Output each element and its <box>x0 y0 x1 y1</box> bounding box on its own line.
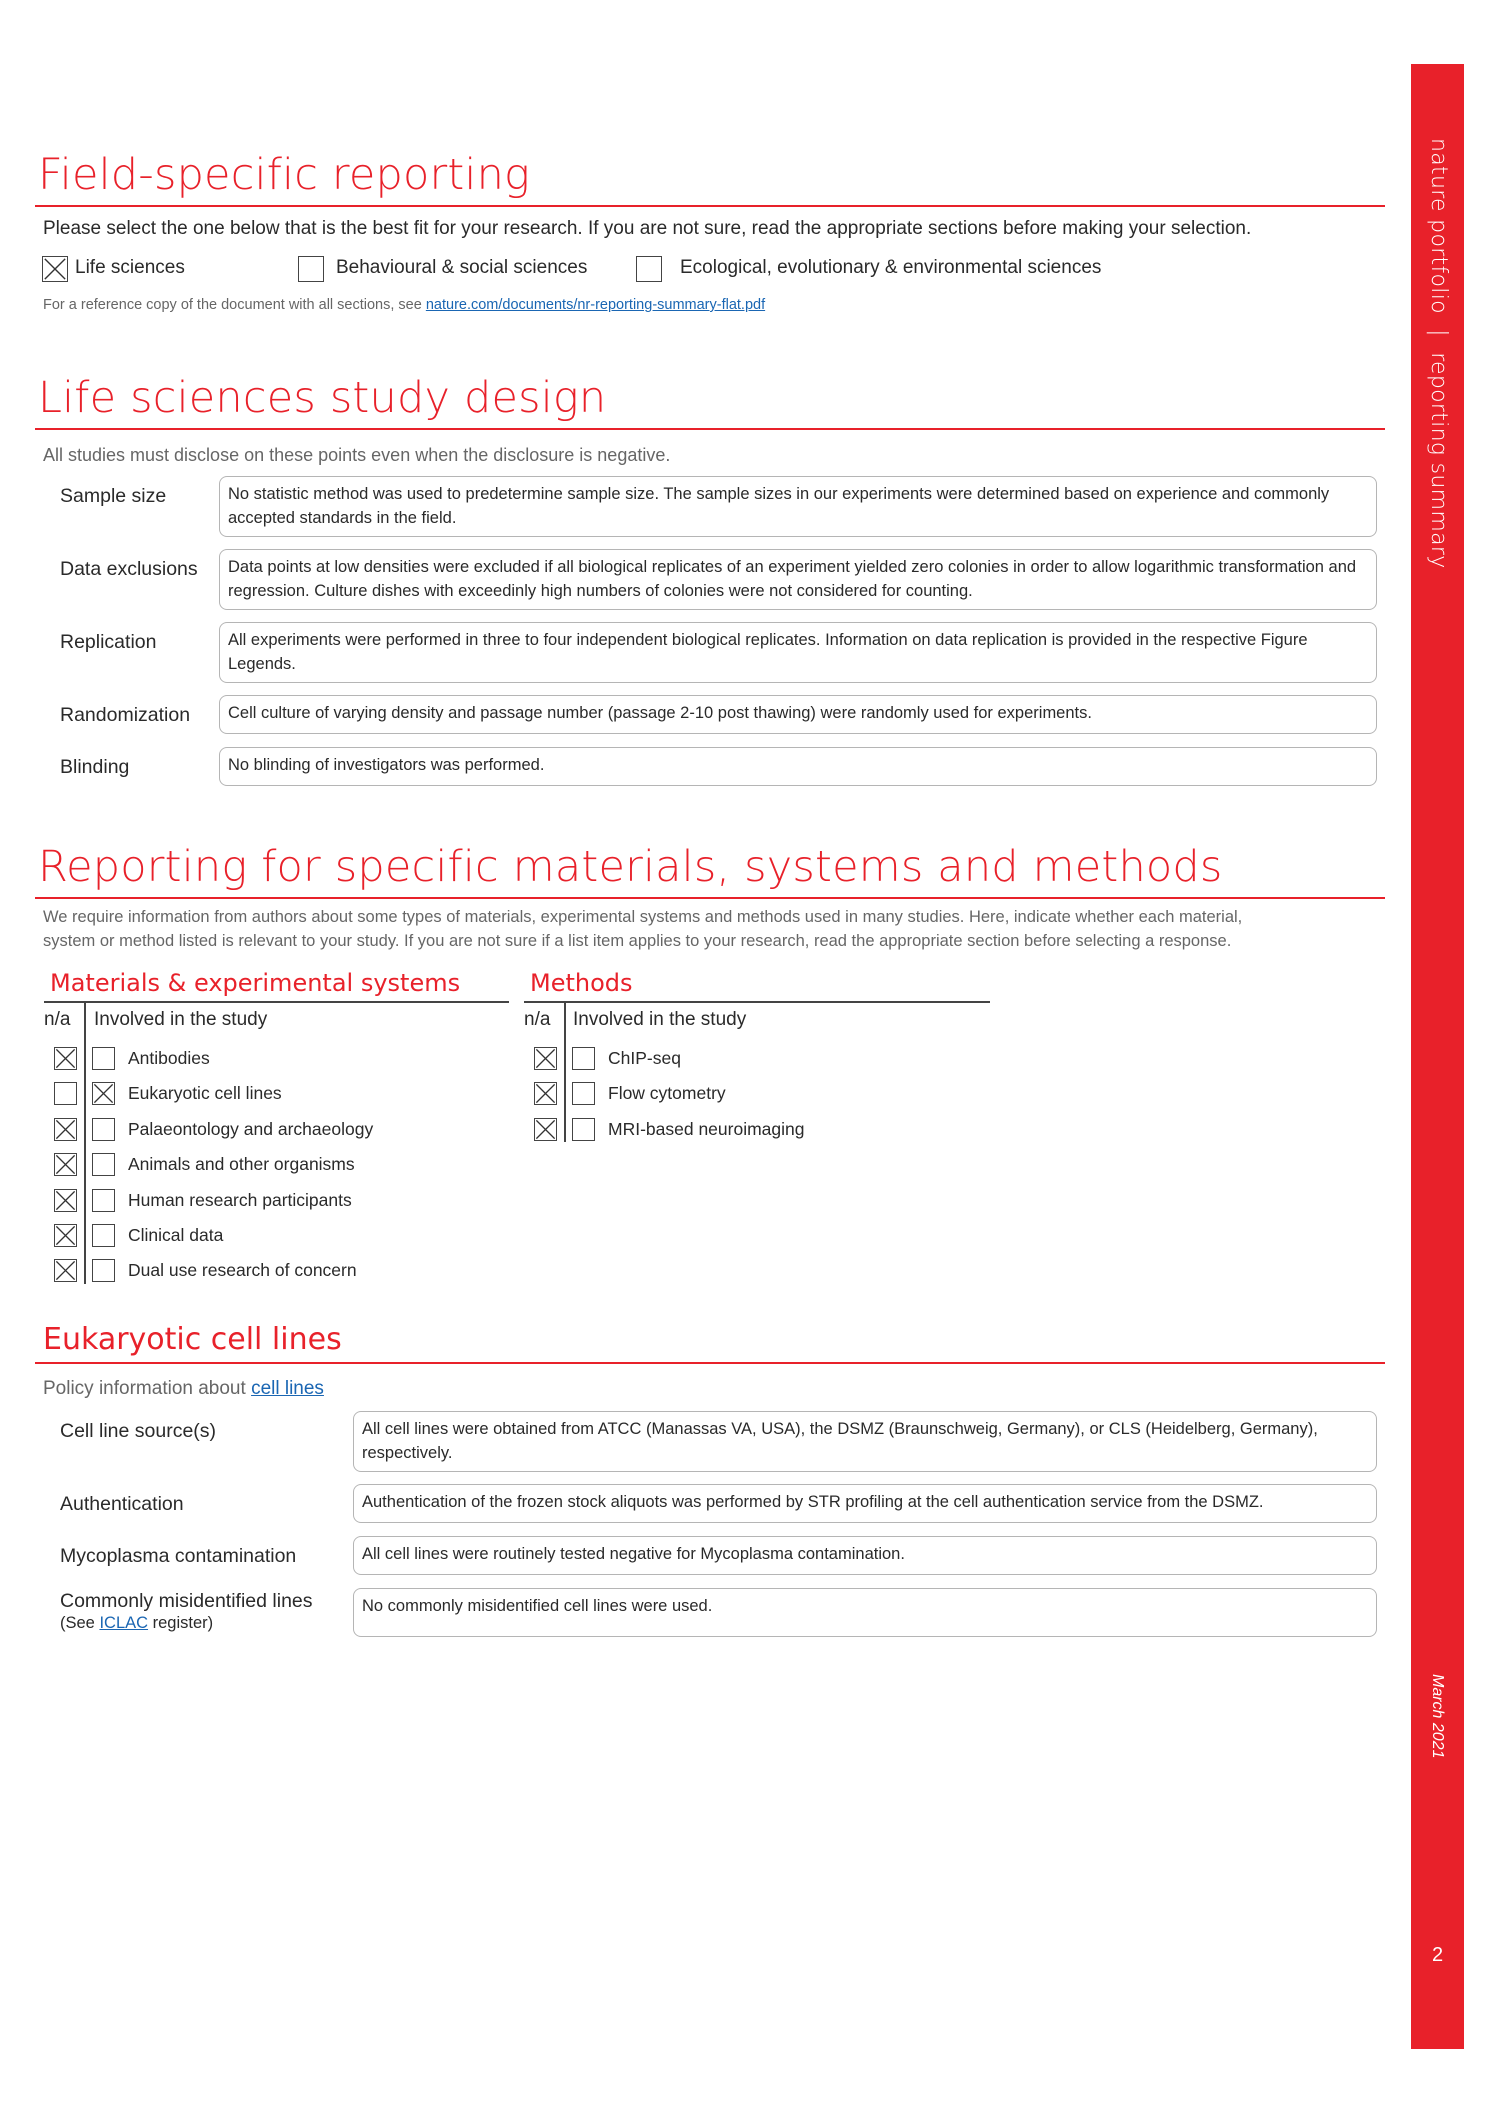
materials-clinical-data-na-checkbox[interactable] <box>54 1224 77 1247</box>
randomization-field[interactable]: Cell culture of varying density and passage number (passage 2-10 post thawing) were randomly used for experiments. <box>219 695 1377 734</box>
iclac-prefix: (See <box>60 1614 100 1632</box>
materials-intro-line2: system or method listed is relevant to your study. If you are not sure if a list item applies to your research, read the appropriate section before selecting a response. <box>43 932 1232 950</box>
materials-human-research-participants-label: Human research participants <box>128 1189 352 1210</box>
methods-heading: Methods <box>530 969 633 997</box>
materials-dual-use-research-of-concern-involved-checkbox[interactable] <box>92 1259 115 1282</box>
option-behavioural-label: Behavioural & social sciences <box>336 257 588 278</box>
materials-eukaryotic-cell-lines-involved-checkbox[interactable] <box>92 1082 115 1105</box>
sample-size-field[interactable]: No statistic method was used to predetermine sample size. The sample sizes in our experiments were determined based on experience and commonly accepted standards in the field. <box>219 476 1377 537</box>
blinding-field[interactable]: No blinding of investigators was performed. <box>219 747 1377 786</box>
misidentified-field[interactable]: No commonly misidentified cell lines were used. <box>353 1588 1377 1637</box>
methods-col-divider <box>564 1002 566 1142</box>
sample-size-label: Sample size <box>60 485 167 507</box>
materials-col-na: n/a <box>44 1009 71 1030</box>
replication-label: Replication <box>60 631 157 653</box>
sidebar-band <box>1411 64 1464 2049</box>
sidebar-brand: nature portfolio <box>1426 138 1451 314</box>
materials-col-divider <box>84 1002 86 1284</box>
option-ecological-label: Ecological, evolutionary & environmental sciences <box>680 257 1102 278</box>
methods-chip-seq-involved-checkbox[interactable] <box>572 1047 595 1070</box>
cell-lines-rule <box>35 1362 1385 1364</box>
authentication-field[interactable]: Authentication of the frozen stock aliquots was performed by STR profiling at the cell authentication service from the DSMZ. <box>353 1484 1377 1523</box>
materials-animals-and-other-organisms-na-checkbox[interactable] <box>54 1153 77 1176</box>
field-specific-instruction: Please select the one below that is the best fit for your research. If you are not sure, read the appropriate sections before making your selection. <box>43 218 1252 239</box>
methods-flow-cytometry-na-checkbox[interactable] <box>534 1082 557 1105</box>
study-design-rule <box>35 428 1385 430</box>
study-design-title: Life sciences study design <box>38 373 607 423</box>
cell-line-source-label: Cell line source(s) <box>60 1420 217 1442</box>
field-specific-rule <box>35 205 1385 207</box>
methods-col-involved: Involved in the study <box>573 1009 747 1030</box>
mycoplasma-field[interactable]: All cell lines were routinely tested negative for Mycoplasma contamination. <box>353 1536 1377 1575</box>
methods-flow-cytometry-label: Flow cytometry <box>608 1083 726 1104</box>
materials-antibodies-na-checkbox[interactable] <box>54 1047 77 1070</box>
materials-human-research-participants-na-checkbox[interactable] <box>54 1189 77 1212</box>
materials-antibodies-involved-checkbox[interactable] <box>92 1047 115 1070</box>
option-life-sciences-checkbox[interactable] <box>42 256 68 282</box>
cell-line-source-field[interactable]: All cell lines were obtained from ATCC (Manassas VA, USA), the DSMZ (Braunschweig, Germany), or CLS (Heidelberg, Germany), respectively. <box>353 1411 1377 1472</box>
option-life-sciences-label: Life sciences <box>75 257 185 278</box>
sidebar-doc-name: reporting summary <box>1426 352 1451 569</box>
replication-field[interactable]: All experiments were performed in three to four independent biological replicates. Information on data replication is provided in the respective Figure Legends. <box>219 622 1377 683</box>
materials-heading: Materials & experimental systems <box>50 969 461 997</box>
materials-eukaryotic-cell-lines-label: Eukaryotic cell lines <box>128 1083 282 1104</box>
materials-palaeontology-and-archaeology-na-checkbox[interactable] <box>54 1118 77 1141</box>
methods-chip-seq-na-checkbox[interactable] <box>534 1047 557 1070</box>
methods-mri-based-neuroimaging-na-checkbox[interactable] <box>534 1118 557 1141</box>
materials-eukaryotic-cell-lines-na-checkbox[interactable] <box>54 1082 77 1105</box>
data-exclusions-label: Data exclusions <box>60 558 198 580</box>
methods-mri-based-neuroimaging-involved-checkbox[interactable] <box>572 1118 595 1141</box>
field-specific-title: Field-specific reporting <box>38 150 531 200</box>
reference-link[interactable]: nature.com/documents/nr-reporting-summary-flat.pdf <box>425 297 766 313</box>
sidebar-date: March 2021 <box>1429 1674 1446 1759</box>
materials-clinical-data-label: Clinical data <box>128 1225 224 1245</box>
methods-chip-seq-label: ChIP-seq <box>608 1048 681 1068</box>
materials-animals-and-other-organisms-involved-checkbox[interactable] <box>92 1153 115 1176</box>
materials-dual-use-research-of-concern-label: Dual use research of concern <box>128 1260 357 1281</box>
materials-intro <box>43 905 1242 953</box>
materials-intro-line1: We require information from authors about some types of materials, experimental systems and methods used in many studies. Here, indicate whether each material, <box>43 908 1243 926</box>
materials-rule <box>35 897 1385 899</box>
iclac-suffix: register) <box>148 1614 214 1632</box>
materials-col-involved: Involved in the study <box>94 1009 268 1030</box>
materials-heading-rule <box>44 1001 509 1003</box>
reference-prefix: For a reference copy of the document with all sections, see <box>43 297 426 313</box>
page-number: 2 <box>1431 1944 1444 1966</box>
randomization-label: Randomization <box>60 704 191 726</box>
reference-note <box>43 297 765 313</box>
materials-animals-and-other-organisms-label: Animals and other organisms <box>128 1154 355 1175</box>
misidentified-label: Commonly misidentified lines <box>60 1590 313 1612</box>
materials-clinical-data-involved-checkbox[interactable] <box>92 1224 115 1247</box>
study-design-subtitle: All studies must disclose on these points even when the disclosure is negative. <box>43 445 671 465</box>
materials-title: Reporting for specific materials, systems and methods <box>38 842 1223 892</box>
methods-heading-rule <box>524 1001 990 1003</box>
materials-palaeontology-and-archaeology-involved-checkbox[interactable] <box>92 1118 115 1141</box>
sidebar-separator: | <box>1426 329 1451 337</box>
iclac-note <box>60 1614 213 1633</box>
option-behavioural-checkbox[interactable] <box>298 256 324 282</box>
blinding-label: Blinding <box>60 756 130 778</box>
mycoplasma-label: Mycoplasma contamination <box>60 1545 297 1567</box>
authentication-label: Authentication <box>60 1493 184 1515</box>
sidebar-title <box>1426 138 1451 569</box>
methods-flow-cytometry-involved-checkbox[interactable] <box>572 1082 595 1105</box>
cell-lines-policy-link[interactable]: cell lines <box>251 1378 324 1399</box>
iclac-link[interactable]: ICLAC <box>99 1614 149 1632</box>
materials-antibodies-label: Antibodies <box>128 1048 210 1068</box>
materials-palaeontology-and-archaeology-label: Palaeontology and archaeology <box>128 1118 374 1139</box>
methods-col-na: n/a <box>524 1009 551 1030</box>
cell-lines-title: Eukaryotic cell lines <box>43 1322 342 1357</box>
cell-lines-policy <box>43 1378 324 1400</box>
materials-human-research-participants-involved-checkbox[interactable] <box>92 1189 115 1212</box>
data-exclusions-field[interactable]: Data points at low densities were excluded if all biological replicates of an experiment yielded zero colonies in order to allow logarithmic transformation and regression. Culture dishes with exceedinly high numbers of colonies were not considered for counting. <box>219 549 1377 610</box>
cell-lines-policy-prefix: Policy information about <box>43 1378 252 1399</box>
methods-mri-based-neuroimaging-label: MRI-based neuroimaging <box>608 1118 805 1139</box>
option-ecological-checkbox[interactable] <box>636 256 662 282</box>
materials-dual-use-research-of-concern-na-checkbox[interactable] <box>54 1259 77 1282</box>
